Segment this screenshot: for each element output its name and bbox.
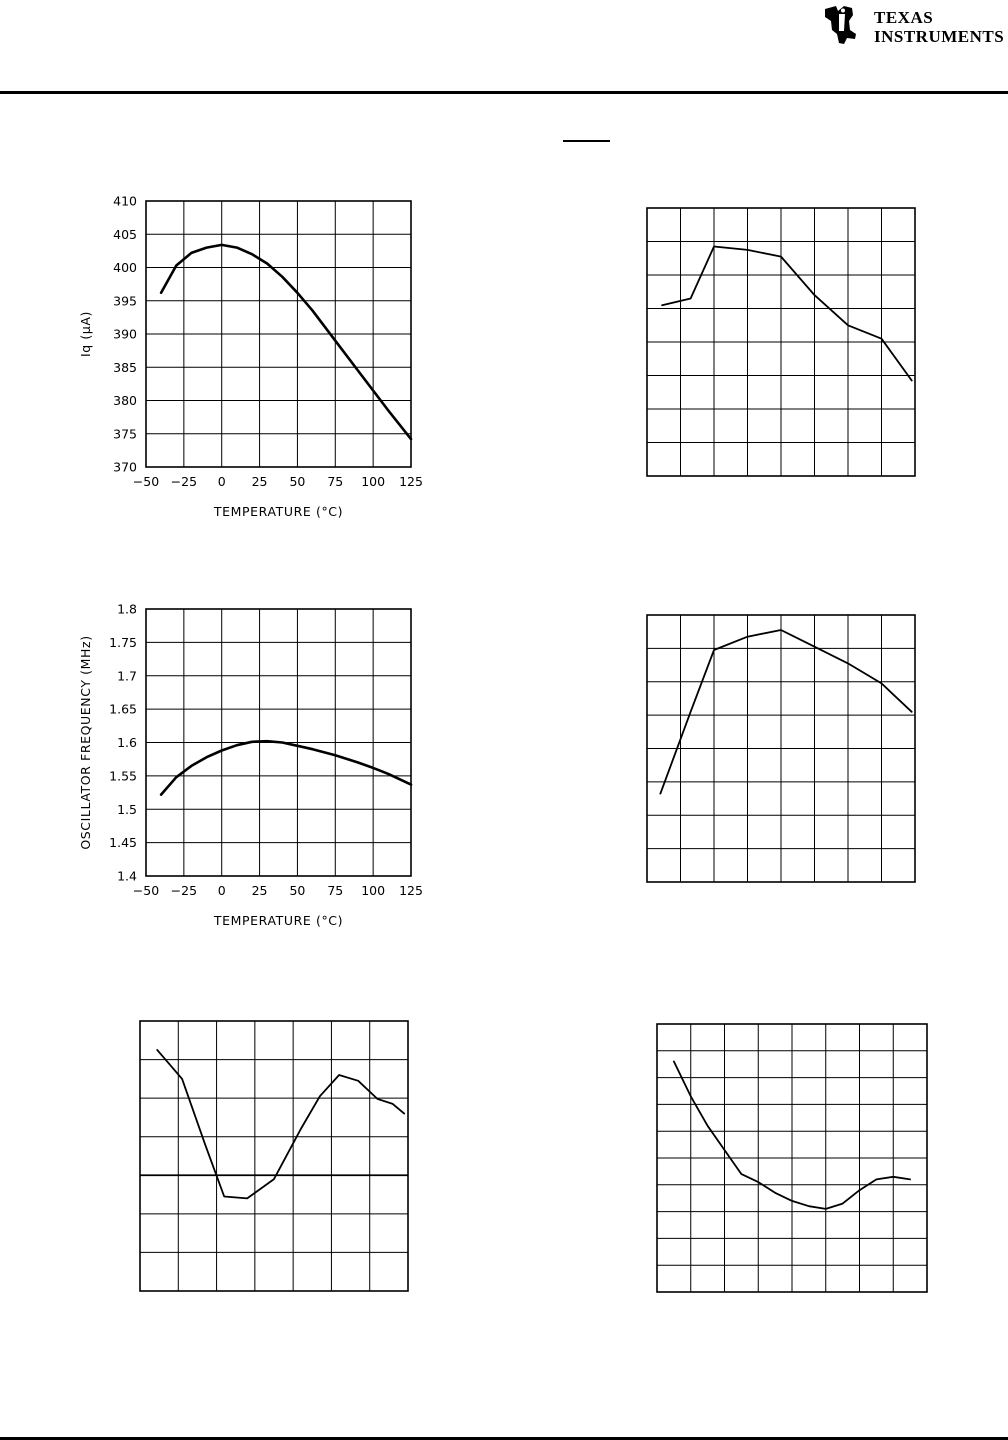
x-tick-label: 50 bbox=[289, 474, 306, 489]
y-tick-label: 1.45 bbox=[109, 835, 137, 851]
y-tick-label: 1.65 bbox=[109, 701, 137, 717]
y-tick-label: 375 bbox=[113, 426, 137, 442]
y-tick-label: 390 bbox=[113, 326, 137, 342]
x-tick-label: 0 bbox=[217, 474, 226, 489]
x-tick-label: 100 bbox=[361, 474, 386, 489]
series-line-1 bbox=[660, 630, 911, 794]
y-tick-label: 1.75 bbox=[109, 634, 137, 650]
y-tick-label: 1.5 bbox=[117, 801, 137, 817]
plot-frame bbox=[140, 1021, 408, 1291]
c3-svg bbox=[60, 595, 430, 940]
grid bbox=[140, 1021, 408, 1291]
y-tick-label: 385 bbox=[113, 359, 137, 375]
y-tick-label: 380 bbox=[113, 393, 137, 408]
y-tick-label: 1.8 bbox=[117, 601, 137, 617]
x-tick-label: 75 bbox=[327, 474, 344, 489]
c2-svg bbox=[646, 207, 918, 479]
chart-bottom-left bbox=[139, 1020, 411, 1294]
x-tick-label: 125 bbox=[399, 883, 423, 898]
overline-mark bbox=[563, 140, 610, 142]
x-tick-label: 50 bbox=[289, 883, 306, 898]
grid bbox=[657, 1024, 927, 1292]
x-tick-label: 100 bbox=[361, 883, 386, 898]
c1-svg bbox=[60, 186, 430, 531]
x-tick-label: −25 bbox=[170, 474, 198, 489]
y-tick-label: 1.55 bbox=[109, 768, 137, 784]
y-tick-label: 400 bbox=[113, 260, 137, 275]
y-axis-label: Iq (µA) bbox=[78, 310, 93, 358]
y-tick-label: 1.4 bbox=[117, 868, 137, 884]
y-tick-label: 410 bbox=[113, 193, 137, 209]
x-tick-label: 125 bbox=[399, 474, 423, 489]
x-tick-label: 0 bbox=[217, 883, 226, 898]
grid bbox=[647, 615, 915, 882]
logo-text-line1: TEXAS bbox=[874, 8, 934, 27]
y-axis-label: OSCILLATOR FREQUENCY (MHz) bbox=[78, 635, 93, 850]
iq-vs-temperature-chart bbox=[60, 186, 430, 531]
oscillator-frequency-vs-temperature-chart bbox=[60, 595, 430, 940]
x-tick-label: −50 bbox=[132, 474, 160, 489]
x-axis-label: TEMPERATURE (°C) bbox=[213, 504, 344, 519]
chart-bottom-right bbox=[656, 1023, 930, 1295]
series-line-1 bbox=[662, 247, 912, 381]
page-header bbox=[0, 0, 1008, 96]
x-tick-label: −50 bbox=[132, 883, 160, 898]
x-tick-label: 25 bbox=[251, 883, 268, 898]
grid bbox=[647, 208, 915, 476]
y-tick-label: 1.7 bbox=[117, 668, 137, 684]
c4-svg bbox=[646, 614, 918, 886]
chart-top-right bbox=[646, 207, 918, 479]
y-tick-label: 395 bbox=[113, 293, 137, 309]
logo-text-line2: INSTRUMENTS bbox=[874, 27, 1005, 46]
x-tick-label: 75 bbox=[327, 883, 344, 898]
y-tick-label: 370 bbox=[113, 459, 137, 475]
grid bbox=[146, 201, 411, 467]
header-rule bbox=[0, 91, 1008, 94]
x-tick-label: 25 bbox=[251, 474, 268, 489]
x-axis-label: TEMPERATURE (°C) bbox=[213, 913, 344, 928]
y-tick-label: 405 bbox=[113, 226, 137, 242]
x-tick-label: −25 bbox=[170, 883, 198, 898]
y-tick-label: 1.6 bbox=[117, 735, 137, 750]
chart-middle-right bbox=[646, 614, 918, 886]
c5-svg bbox=[139, 1020, 411, 1294]
c6-svg bbox=[656, 1023, 930, 1295]
